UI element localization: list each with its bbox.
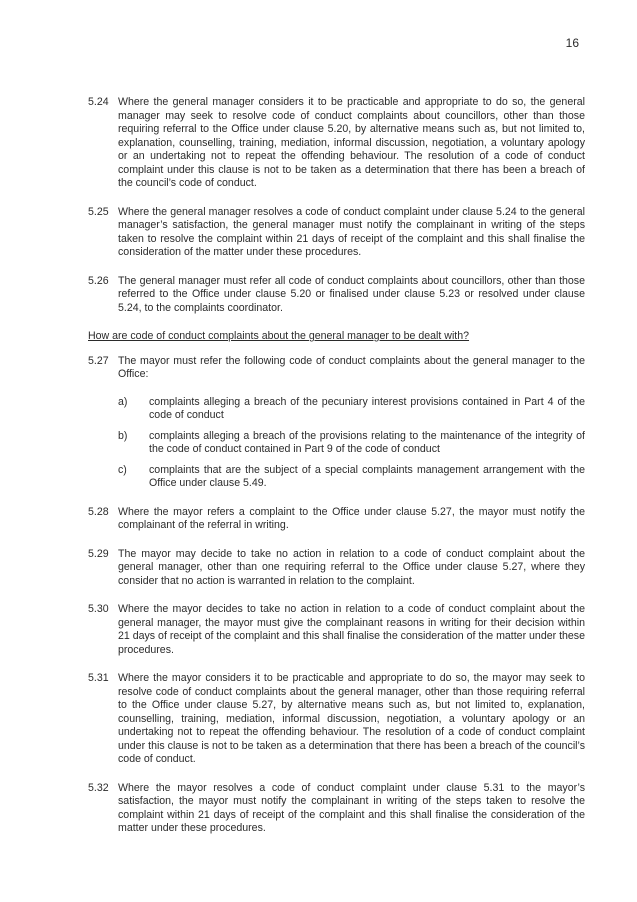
- clause-text: Where the general manager considers it to be practicable and appropriate to do so, the general manager may seek to resolve code of conduct complaints about councillors, other than those requiring referral to the Office under clause 5.20, by alternative means such as, but not limited to, explanation, counselling, training, mediation, informal discussion, negotiation, a voluntary apology or an undertaking not to repeat the offending behaviour. The resolution of a code of conduct complaint under this clause is not to be taken as a determination that there has been a breach of the council’s code of conduct.: [118, 96, 585, 189]
- clause-body: [118, 355, 585, 491]
- sub-item-label: c): [118, 463, 127, 476]
- clause-5-26: [88, 275, 585, 316]
- section-heading: How are code of conduct complaints about the general manager to be dealt with?: [88, 330, 470, 342]
- page-number: 16: [565, 36, 579, 50]
- sub-item-label: a): [118, 395, 128, 408]
- clause-5-29: [88, 548, 585, 589]
- sub-item-a: [118, 396, 585, 423]
- clause-5-28: [88, 506, 585, 533]
- clause-number: 5.24: [88, 96, 109, 108]
- sub-item-text: complaints alleging a breach of the provisions relating to the maintenance of the integrity of the code of conduct contained in Part 9 of the code of conduct: [149, 429, 585, 455]
- clause-number: 5.31: [88, 672, 109, 684]
- clause-5-30: [88, 603, 585, 657]
- clause-number: 5.26: [88, 274, 109, 287]
- clause-text: The mayor must refer the following code of conduct complaints about the general manager to the Office:: [118, 354, 585, 380]
- clause-5-31: [88, 672, 585, 767]
- sub-item-list: [118, 396, 585, 491]
- sub-item-label: b): [118, 429, 128, 442]
- clause-5-24: [88, 96, 585, 191]
- clause-text: Where the mayor refers a complaint to the Office under clause 5.27, the mayor must notify the complainant of the referral in writing.: [118, 505, 585, 531]
- clause-number: 5.27: [88, 354, 109, 367]
- clause-number: 5.25: [88, 205, 109, 218]
- clause-text: Where the general manager resolves a code of conduct complaint under clause 5.24 to the general manager’s satisfaction, the general manager must notify the complainant in writing of the steps taken to resolve the complaint within 21 days of receipt of the complaint and this shall finalise the consideration of the matter under these procedures.: [118, 205, 585, 258]
- clause-text: The general manager must refer all code of conduct complaints about councillors, other than those referred to the Office under clause 5.20 or finalised under clause 5.23 or resolved under clause 5.24, to the complaints coordinator.: [118, 274, 585, 314]
- sub-item-text: complaints that are the subject of a special complaints management arrangement with the Office under clause 5.49.: [149, 463, 585, 489]
- clause-5-27: [88, 355, 585, 491]
- clause-text: Where the mayor considers it to be practicable and appropriate to do so, the mayor may seek to resolve code of conduct complaints about the general manager, other than those requiring referral to the Office under clause 5.27, by alternative means such as, but not limited to, explanation, counselling, training, mediation, informal discussion, negotiation, a voluntary apology or an undertaking not to repeat the offending behaviour. The resolution of a code of conduct complaint under this clause is not to be taken as a determination that there has been a breach of the council’s code of conduct.: [118, 672, 585, 765]
- sub-item-text: complaints alleging a breach of the pecuniary interest provisions contained in Part 4 of the code of conduct: [149, 395, 585, 421]
- sub-item-b: [118, 430, 585, 457]
- sub-item-c: [118, 464, 585, 491]
- clause-number: 5.28: [88, 505, 109, 518]
- clause-5-32: [88, 782, 585, 836]
- clause-number: 5.29: [88, 547, 109, 560]
- clause-number: 5.30: [88, 603, 109, 615]
- document-body: [88, 96, 585, 851]
- clause-text: Where the mayor resolves a code of conduct complaint under clause 5.31 to the mayor’s satisfaction, the mayor must notify the complainant in writing of the steps taken to resolve the complaint within 21 days of receipt of the complaint and this shall finalise the consideration of the matter under these procedures.: [118, 781, 585, 834]
- clause-number: 5.32: [88, 781, 109, 794]
- clause-text: The mayor may decide to take no action in relation to a code of conduct complaint about the general manager, other than one requiring referral to the Office under clause 5.27, where they consider that no action is warranted in relation to the complaint.: [118, 547, 585, 587]
- clause-5-25: [88, 206, 585, 260]
- clause-text: Where the mayor decides to take no action in relation to a code of conduct complaint about the general manager, the mayor must give the complainant reasons in writing for their decision within 21 days of receipt of the complaint and this shall finalise the consideration of the matter under these procedures.: [118, 603, 585, 656]
